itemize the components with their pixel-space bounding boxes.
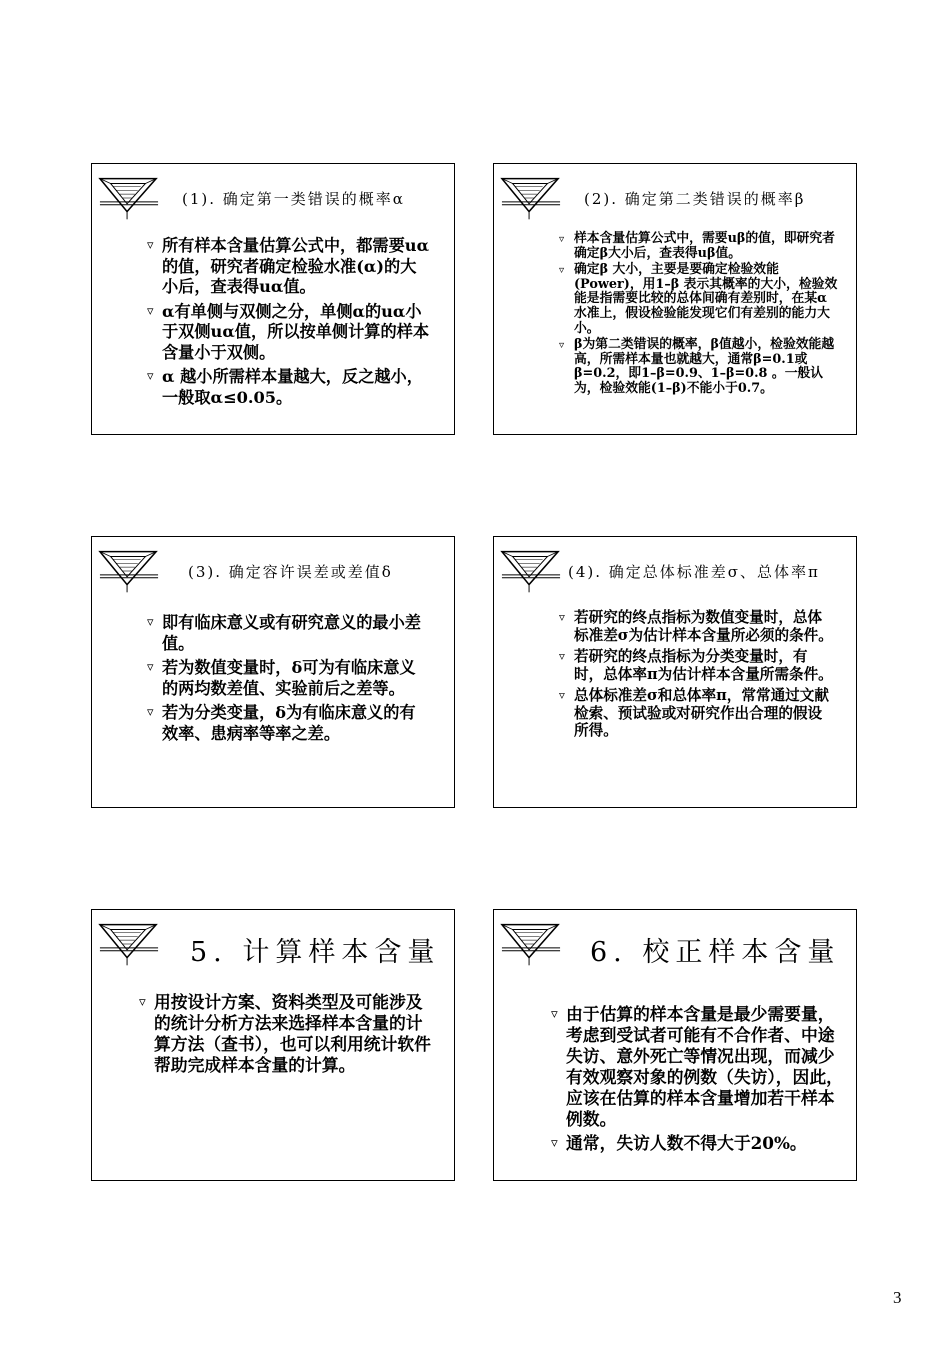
list-item: ▿ 若研究的终点指标为分类变量时，有时，总体率π为估计样本含量所需条件。 (559, 648, 833, 683)
bullet-arrow-icon: ▿ (559, 233, 565, 245)
bullet-list (139, 992, 436, 1079)
list-item: ▿ 由于估算的样本含量是最少需要量，考虑到受试者可能有不合作者、中途失访、意外死亡等情况出现，而减少有效观察对象的例数（失访），因此，应该在估算的样本含量增加若干样本例数。 (551, 1004, 843, 1129)
bullet-arrow-icon: ▿ (551, 1136, 558, 1151)
page-number: 3 (893, 1288, 902, 1307)
bullet-arrow-icon: ▿ (559, 264, 565, 277)
bullet-arrow-icon: ▿ (147, 615, 154, 630)
slide-2 (493, 163, 857, 435)
slide-5 (91, 909, 455, 1181)
list-item: ▿ 样本含量估算公式中，需要uβ的值，即研究者确定β大小后，查表得uβ值。 (559, 231, 835, 261)
bullet-arrow-icon: ▿ (559, 688, 565, 702)
list-item: ▿ 若为分类变量，δ为有临床意义的有效率、患病率等率之差。 (147, 703, 416, 743)
inverted-triangle-logo-icon (500, 174, 562, 222)
slide-4 (493, 536, 857, 808)
slide-6 (493, 909, 857, 1181)
bullet-arrow-icon: ▿ (147, 238, 154, 253)
list-item: ▿ 即有临床意义或有研究意义的最小差值。 (147, 613, 421, 653)
bullet-list (147, 613, 430, 748)
slide-title: 5. 计算样本含量 (190, 937, 441, 968)
list-item: ▿ α有单侧与双侧之分，单侧α的uα小于双侧uα值，所以按单侧计算的样本含量小于双侧。 (147, 301, 430, 362)
list-item: ▿ 所有样本含量估算公式中，都需要uα的值，研究者确定检验水准(α)的大小后，查表得uα值。 (147, 236, 430, 296)
list-item: ▿ β为第二类错误的概率，β值越小，检验效能越高，所需样本量也就越大，通常β=0.1或β=0.2，即1–β=0.9、1–β=0.8 。一般认为，检验效能(1–β)不能小于0.7。 (559, 337, 835, 396)
slide-3 (91, 536, 455, 808)
inverted-triangle-logo-icon (98, 547, 160, 595)
bullet-arrow-icon: ▿ (559, 610, 565, 624)
bullet-arrow-icon: ▿ (139, 995, 146, 1010)
inverted-triangle-logo-icon (500, 920, 562, 968)
slide-title: (4). 确定总体标准差σ、总体率π (568, 563, 820, 581)
inverted-triangle-logo-icon (500, 547, 562, 595)
list-item: ▿ 总体标准差σ和总体率π，常常通过文献检索、预试验或对研究作出合理的假设所得。 (559, 687, 829, 739)
inverted-triangle-logo-icon (98, 174, 160, 222)
slide-title: (1). 确定第一类错误的概率α (182, 190, 405, 208)
bullet-arrow-icon: ▿ (147, 660, 154, 675)
slide-title: (2). 确定第二类错误的概率β (584, 190, 806, 208)
bullet-list (551, 1004, 844, 1157)
list-item: ▿ 用按设计方案、资料类型及可能涉及的统计分析方法来选择样本含量的计算方法（查书），也可以利用统计软件帮助完成样本含量的计算。 (139, 992, 431, 1075)
list-item: ▿ 确定β 大小，主要是要确定检验效能(Power)，用1–β 表示其概率的大小，检验效能是指需要比较的总体间确有差别时，在某α水准上，假设检验能发现它们有差别的能力大小。 (559, 262, 838, 336)
list-item: ▿ α 越小所需样本量越大，反之越小，一般取α≤0.05。 (147, 367, 423, 407)
bullet-arrow-icon: ▿ (559, 339, 565, 352)
bullet-list (147, 236, 432, 412)
list-item: ▿ 若研究的终点指标为数值变量时，总体标准差σ为估计样本含量所必须的条件。 (559, 609, 833, 644)
list-item: ▿ 通常，失访人数不得大于20%。 (551, 1133, 807, 1153)
inverted-triangle-logo-icon (98, 920, 160, 968)
bullet-list (559, 231, 838, 399)
slide-1 (91, 163, 455, 435)
bullet-arrow-icon: ▿ (147, 369, 154, 384)
slide-title: 6. 校正样本含量 (590, 937, 841, 968)
bullet-arrow-icon: ▿ (559, 649, 565, 663)
list-item: ▿ 若为数值变量时，δ可为有临床意义的两均数差值、实验前后之差等。 (147, 658, 416, 698)
bullet-arrow-icon: ▿ (147, 705, 154, 720)
bullet-arrow-icon: ▿ (551, 1007, 558, 1022)
bullet-arrow-icon: ▿ (147, 303, 154, 319)
bullet-list (559, 609, 836, 744)
slide-title: (3). 确定容许误差或差值δ (188, 563, 393, 581)
